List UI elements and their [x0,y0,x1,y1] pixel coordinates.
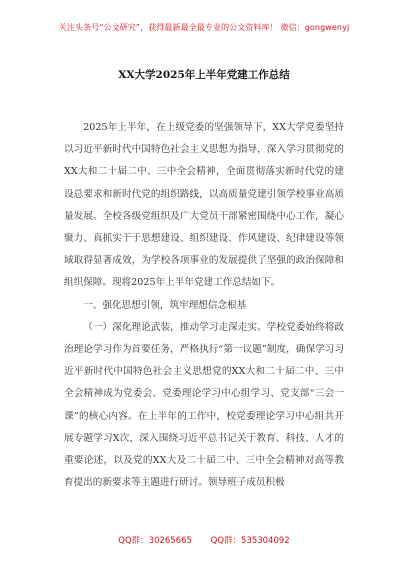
document-title: XX大学2025年上半年党建工作总结 [118,69,290,81]
paragraph-intro: 2025年上半年，在上级党委的坚强领导下，XX大学党委坚持以习近平新时代中国特色社会主义思想为指导，深入学习贯彻党的XX大和二十届二中、三中全会精神，全面贯彻落实新时代党的建设总要求和新时代党的组织路线，以高质量党建引领学校事业高质量发展。全校各级党组织及广大党员干部紧密围绕中心工作，凝心聚力、真抓实干于思想建设、组织建设、作风建设、纪律建设等领域取得显著成效，为学校各项事业的发展提供了坚强的政治保障和组织保障。现将2025年上半年党建工作总结如下。 [64,122,344,289]
paragraph-subsection-1: （一）深化理论武装，推动学习走深走实。学校党委始终将政治理论学习作为首要任务，严格执行“第一议题”制度，确保学习习近平新时代中国特色社会主义思想党的XX大和二十届二中、三中全会精神成为党委会、党委理论学习中心组学习、党支部“三会一课”的核心内容。在上半年的工作中，校党委理论学习中心组共开展专题学习X次，深入围绕习近平总书记关于教育、科技、人才的重要论述，以及党的XX大及二十届二中、三中全会精神对高等教育提出的新要求等主题进行研讨。领导班子成员积极 [64,321,344,489]
qq-group-2: QQ群：535304092 [210,536,290,546]
promo-banner: 关注头条号“公文研究”，获得最新最全最专业的公文资料库！ 微信：gongwenyj [58,23,350,32]
qq-group-1: QQ群：30265665 [118,536,192,546]
footer-contact [0,534,408,546]
document-body [64,117,344,494]
section-heading: 一、强化思想引领，筑牢理想信念根基 [83,299,247,311]
